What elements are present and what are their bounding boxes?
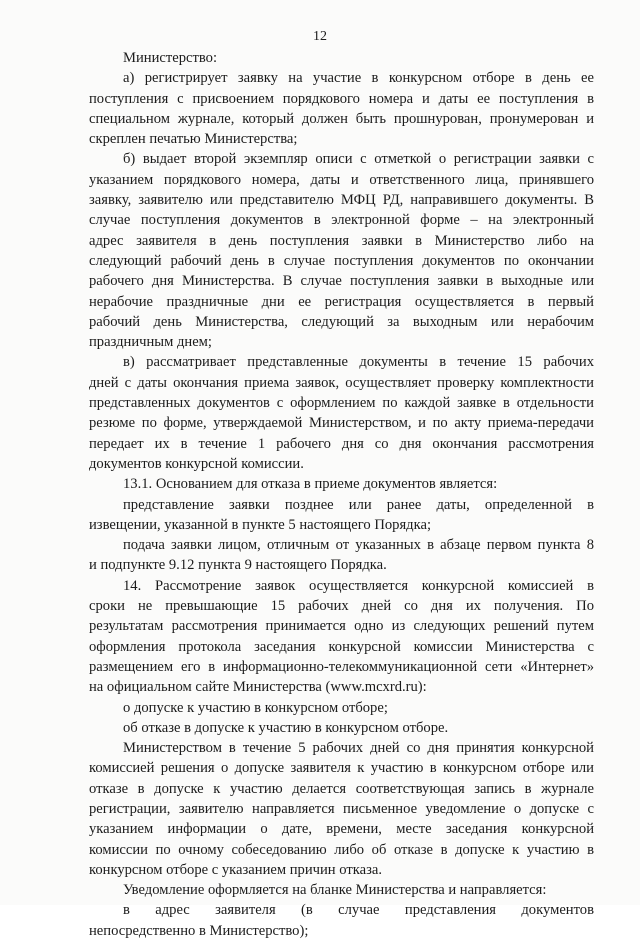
- text-line: случае поступления документов в электронной форме – на электронный: [89, 212, 594, 229]
- paragraph: [89, 48, 594, 68]
- text-line: рабочий день Министерства, следующий за выходным или нерабочим: [89, 313, 594, 330]
- text-line: б) выдает второй экземпляр описи с отметкой о регистрации заявки с: [123, 151, 594, 168]
- paragraph: [89, 900, 594, 941]
- text-line: комиссией решения о допуске заявителя к участию в конкурсном отборе или: [89, 760, 594, 777]
- text-line: следующий рабочий день в случае поступления документов по окончании: [89, 252, 594, 269]
- text-line: 13.1. Основанием для отказа в приеме документов является:: [123, 476, 498, 493]
- text-line: резюме по форме, утверждаемой Министерством, и по акту приема-передачи: [89, 415, 594, 432]
- text-line: указанием порядкового номера, даты и ответственного лица, принявшего: [89, 171, 594, 188]
- text-line: дней с даты окончания приема заявок, осуществляет проверку комплектности: [89, 374, 594, 391]
- paragraph: [89, 535, 594, 576]
- text-line: результатам рассмотрения принимается одно из следующих решений путем: [89, 618, 594, 635]
- text-line: скреплен печатью Министерства;: [89, 131, 298, 148]
- text-line: в адрес заявителя (в случае представления документов: [123, 902, 594, 919]
- text-line: комиссии по очному собеседованию либо об отказе в допуске к участию в: [89, 841, 594, 858]
- text-line: сроки не превышающие 15 рабочих дней со дня их получения. По: [89, 598, 594, 615]
- text-line: в) рассматривает представленные документы в течение 15 рабочих: [123, 354, 594, 371]
- page-number: 12: [313, 29, 327, 44]
- text-line: документов конкурсной комиссии.: [89, 455, 304, 472]
- text-line: Министерством в течение 5 рабочих дней со дня принятия конкурсной: [123, 740, 594, 757]
- paragraph: [89, 718, 594, 738]
- text-line: об отказе в допуске к участию в конкурсном отборе.: [123, 719, 449, 736]
- text-line: заявку, заявителю или представителю МФЦ РД, направившего документы. В: [89, 192, 594, 209]
- text-line: нерабочие праздничные дни ее регистрация осуществляется в первый: [89, 293, 594, 310]
- paragraph: [89, 880, 594, 900]
- document-body: [89, 48, 594, 941]
- text-line: а) регистрирует заявку на участие в конкурсном отборе в день ее: [123, 70, 594, 87]
- paragraph: [89, 495, 594, 536]
- text-line: 14. Рассмотрение заявок осуществляется конкурсной комиссией в: [123, 577, 594, 594]
- text-line: размещением его в информационно-телекоммуникационной сети «Интернет»: [89, 658, 594, 675]
- text-line: регистрации, заявителю направляется письменное уведомление о допуске с: [89, 800, 594, 817]
- text-line: отказе в допуске к участию делается соответствующая запись в журнале: [89, 780, 594, 797]
- paragraph: [89, 698, 594, 718]
- text-line: специальном журнале, который должен быть прошнурован, пронумерован и: [89, 110, 594, 127]
- text-line: поступления с присвоением порядкового номера и даты ее поступления в: [89, 90, 594, 107]
- text-line: Министерство:: [123, 50, 218, 66]
- text-line: непосредственно в Министерство);: [89, 922, 309, 939]
- text-line: праздничным днем;: [89, 334, 212, 351]
- paragraph: [89, 738, 594, 880]
- text-line: представление заявки позднее или ранее даты, определенной в: [123, 496, 594, 513]
- paragraph: [89, 352, 594, 474]
- text-line: адрес заявителя в день поступления заявки в Министерство либо на: [89, 232, 594, 249]
- text-line: представленных документов с оформлением по каждой заявке в отдельности: [89, 395, 594, 412]
- paragraph: [89, 149, 594, 352]
- text-line: передает их в течение 1 рабочего дня со дня окончания рассмотрения: [89, 435, 594, 452]
- paragraph: [89, 474, 594, 494]
- text-line: извещении, указанной в пункте 5 настоящего Порядка;: [89, 516, 431, 533]
- text-line: конкурсном отборе с указанием причин отказа.: [89, 861, 382, 878]
- text-line: подача заявки лицом, отличным от указанных в абзаце первом пункта 8: [123, 537, 594, 554]
- text-line: на официальном сайте Министерства (www.mcxrd.ru):: [89, 679, 427, 696]
- text-line: рабочего дня Министерства. В случае поступления заявки в выходные или: [89, 273, 594, 290]
- text-line: оформления протокола заседания конкурсной комиссии Министерства с: [89, 638, 594, 655]
- text-line: Уведомление оформляется на бланке Министерства и направляется:: [123, 882, 547, 899]
- text-line: указанием информации о дате, времени, месте заседания конкурсной: [89, 821, 594, 838]
- paragraph: [89, 576, 594, 698]
- paragraph: [89, 68, 594, 149]
- text-line: о допуске к участию в конкурсном отборе;: [123, 699, 388, 716]
- text-line: и подпункте 9.12 пункта 9 настоящего Порядка.: [89, 557, 387, 574]
